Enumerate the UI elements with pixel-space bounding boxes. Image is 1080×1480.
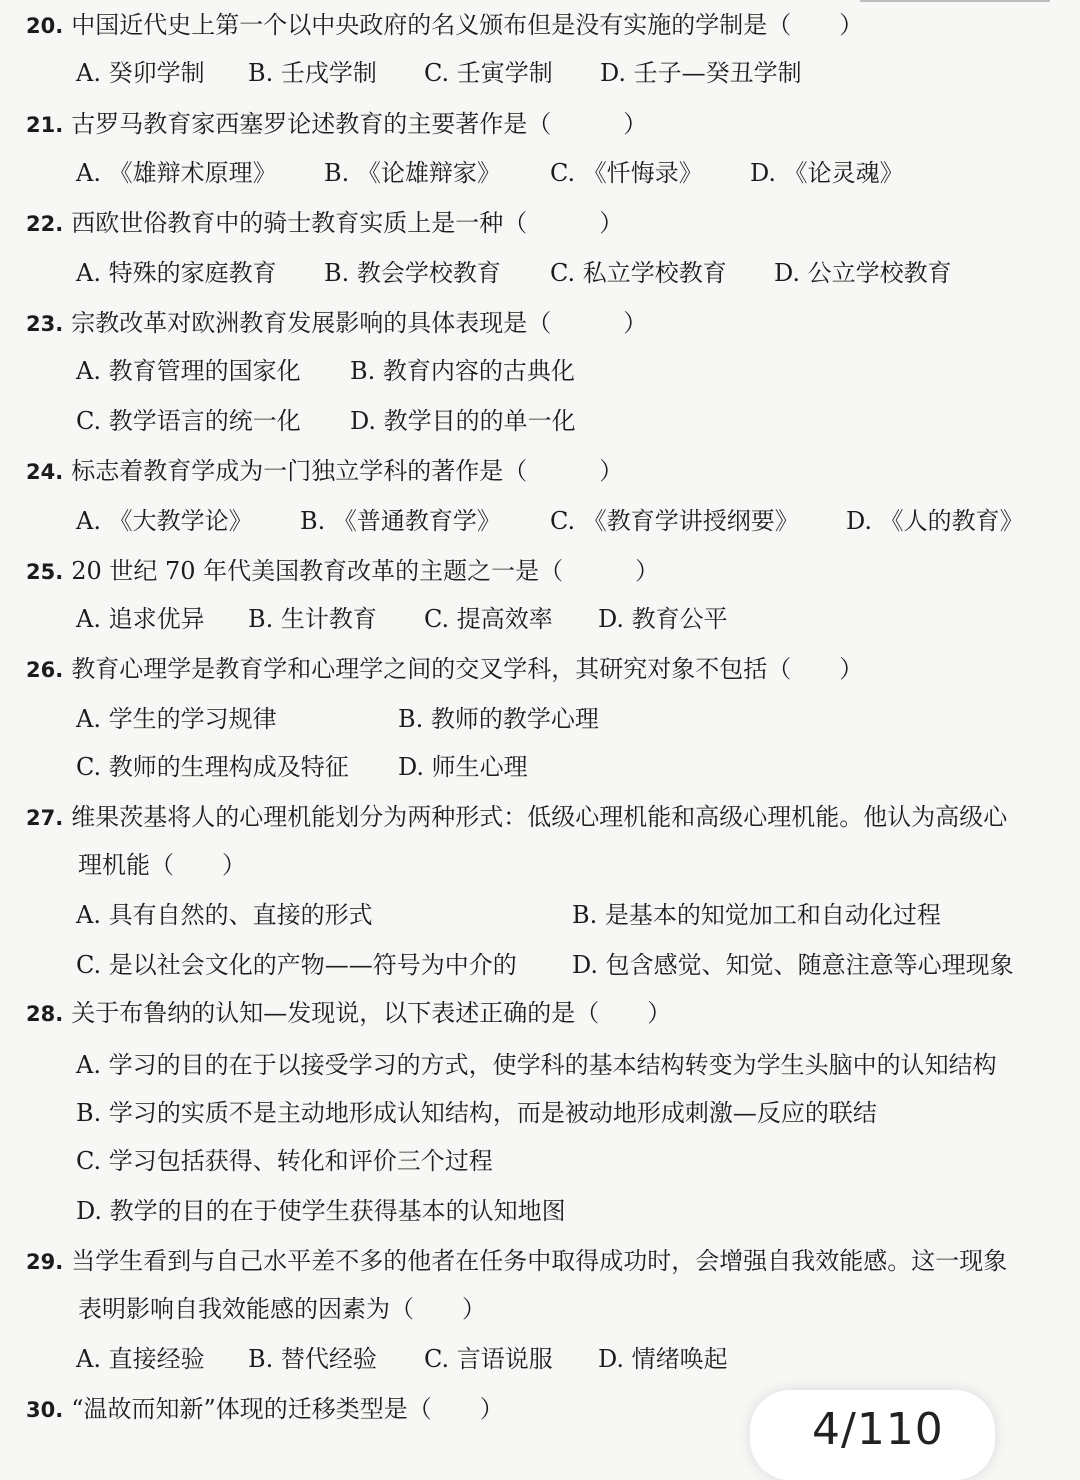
page-top-rule [860, 0, 1050, 2]
option-c: C. 《教育学讲授纲要》 [550, 507, 799, 535]
option-b: B. 壬戌学制 [248, 59, 377, 87]
question-text: “温故而知新”体现的迁移类型是（ ） [71, 1395, 504, 1423]
question-number: 24. [26, 460, 64, 484]
question-29-stem [26, 1246, 1007, 1277]
option-c: C. 壬寅学制 [424, 59, 553, 87]
option-b: B. 教会学校教育 [324, 259, 501, 287]
question-number: 27. [26, 806, 64, 830]
question-30-stem [26, 1394, 504, 1425]
question-text: 维果茨基将人的心理机能划分为两种形式：低级心理机能和高级心理机能。他认为高级心 [71, 803, 1008, 831]
option-c: C. 《忏悔录》 [550, 159, 703, 187]
option-d: D. 情绪唤起 [598, 1345, 728, 1373]
question-29-stem-continued: 表明影响自我效能感的因素为（ ） [78, 1295, 486, 1323]
option-a: A. 学习的目的在于以接受学习的方式，使学科的基本结构转变为学生头脑中的认知结构 [76, 1051, 997, 1079]
question-number: 22. [26, 212, 64, 236]
option-b: B. 生计教育 [248, 605, 377, 633]
question-26-stem [26, 654, 863, 685]
option-c: C. 提高效率 [424, 605, 553, 633]
question-number: 28. [26, 1002, 64, 1026]
option-a: A. 《雄辩术原理》 [76, 159, 277, 187]
question-text: 20 世纪 70 年代美国教育改革的主题之一是（ ） [71, 557, 660, 585]
question-24-stem [26, 456, 623, 487]
option-b: B. 替代经验 [248, 1345, 377, 1373]
option-d: D. 教学目的的单一化 [350, 407, 576, 435]
option-a: A. 具有自然的、直接的形式 [76, 901, 373, 929]
question-text: 标志着教育学成为一门独立学科的著作是（ ） [71, 457, 624, 485]
option-b: B. 教育内容的古典化 [350, 357, 575, 385]
question-text: 古罗马教育家西塞罗论述教育的主要著作是（ ） [71, 110, 648, 138]
option-a: A. 癸卯学制 [76, 59, 205, 87]
option-d: D. 壬子—癸丑学制 [600, 59, 802, 87]
question-23-stem [26, 308, 647, 339]
question-number: 21. [26, 113, 64, 137]
page-indicator: 4/110 [812, 1404, 944, 1455]
option-a: A. 特殊的家庭教育 [76, 259, 277, 287]
question-text: 关于布鲁纳的认知—发现说，以下表述正确的是（ ） [71, 999, 672, 1027]
question-number: 30. [26, 1398, 64, 1422]
option-c: C. 学习包括获得、转化和评价三个过程 [76, 1147, 493, 1175]
question-27-stem [26, 802, 1007, 833]
option-a: A. 教育管理的国家化 [76, 357, 301, 385]
question-number: 29. [26, 1250, 64, 1274]
option-a: A. 直接经验 [76, 1345, 205, 1373]
option-b: B. 《论雄辩家》 [324, 159, 501, 187]
option-d: D. 师生心理 [398, 753, 528, 781]
option-d: D. 公立学校教育 [774, 259, 952, 287]
option-d: D. 教育公平 [598, 605, 728, 633]
option-c: C. 是以社会文化的产物——符号为中介的 [76, 951, 517, 979]
question-number: 25. [26, 560, 64, 584]
question-21-stem [26, 109, 647, 140]
question-text: 当学生看到与自己水平差不多的他者在任务中取得成功时，会增强自我效能感。这一现象 [71, 1247, 1008, 1275]
question-20-stem [26, 10, 863, 41]
option-a: A. 学生的学习规律 [76, 705, 277, 733]
question-25-stem [26, 556, 659, 587]
option-d: D. 《论灵魂》 [750, 159, 904, 187]
option-c: C. 教学语言的统一化 [76, 407, 301, 435]
question-text: 中国近代史上第一个以中央政府的名义颁布但是没有实施的学制是（ ） [71, 11, 864, 39]
option-c: C. 言语说服 [424, 1345, 553, 1373]
option-a: A. 追求优异 [76, 605, 205, 633]
question-number: 23. [26, 312, 64, 336]
option-d: D. 《人的教育》 [846, 507, 1024, 535]
question-27-stem-continued: 理机能（ ） [78, 851, 246, 879]
question-text: 宗教改革对欧洲教育发展影响的具体表现是（ ） [71, 309, 648, 337]
question-text: 西欧世俗教育中的骑士教育实质上是一种（ ） [71, 209, 624, 237]
option-c: C. 私立学校教育 [550, 259, 727, 287]
question-number: 20. [26, 14, 64, 38]
question-22-stem [26, 208, 623, 239]
option-b: B. 学习的实质不是主动地形成认知结构，而是被动地形成刺激—反应的联结 [76, 1099, 877, 1127]
option-d: D. 包含感觉、知觉、随意注意等心理现象 [572, 951, 1014, 979]
option-d: D. 教学的目的在于使学生获得基本的认知地图 [76, 1197, 566, 1225]
question-text: 教育心理学是教育学和心理学之间的交叉学科，其研究对象不包括（ ） [71, 655, 864, 683]
option-a: A. 《大教学论》 [76, 507, 253, 535]
option-c: C. 教师的生理构成及特征 [76, 753, 349, 781]
question-number: 26. [26, 658, 64, 682]
option-b: B. 是基本的知觉加工和自动化过程 [572, 901, 941, 929]
option-b: B. 教师的教学心理 [398, 705, 599, 733]
option-b: B. 《普通教育学》 [300, 507, 501, 535]
question-28-stem [26, 998, 671, 1029]
